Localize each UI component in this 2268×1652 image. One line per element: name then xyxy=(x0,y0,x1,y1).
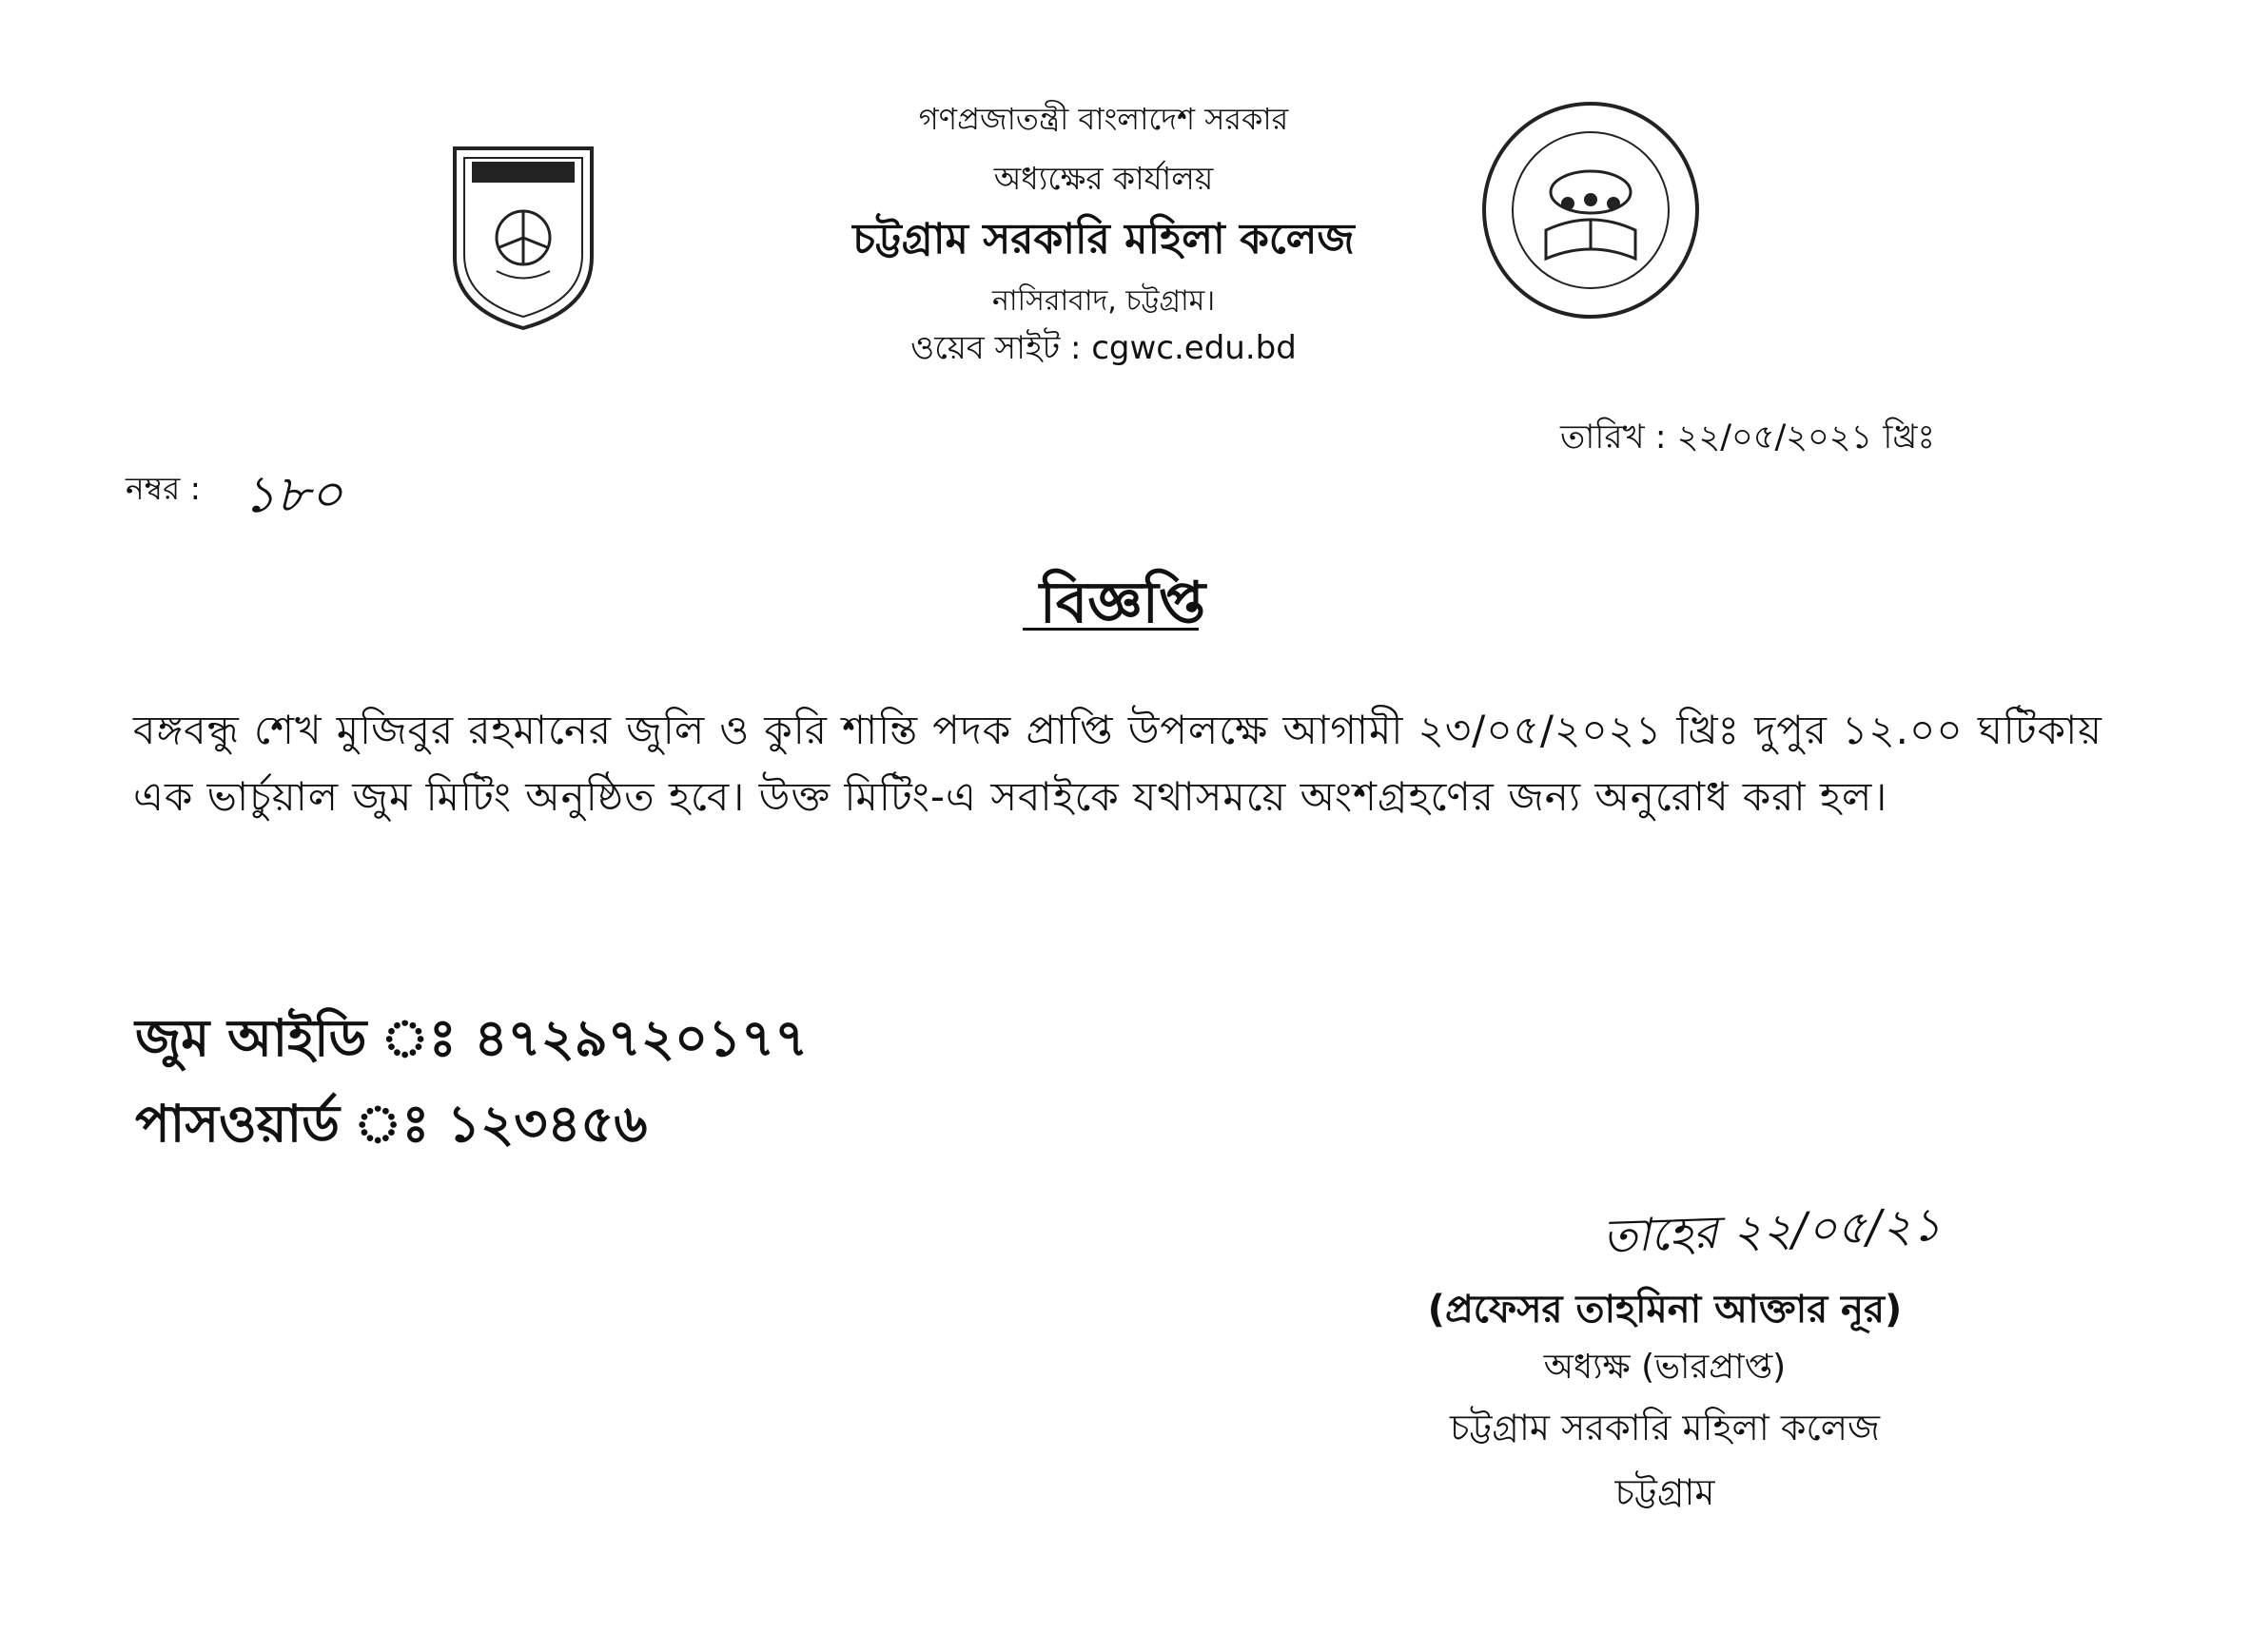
website-line: ওয়েব সাইট : cgwc.edu.bd xyxy=(910,329,1297,367)
college-name: চট্টগ্রাম সরকারি মহিলা কলেজ xyxy=(852,215,1355,263)
notice-date: তারিখ : ২২/০৫/২০২১ খ্রিঃ xyxy=(1560,418,1936,457)
zoom-password: পাসওয়ার্ড ঃ ১২৩৪৫৬ xyxy=(135,1094,648,1154)
signatory-college: চট্টগ্রাম সরকারি মহিলা কলেজ xyxy=(1449,1407,1881,1448)
office-name: অধ্যক্ষের কার্যালয় xyxy=(993,160,1214,197)
handwritten-signature: তাহের ২২/০৫/২১ xyxy=(1602,1197,1943,1264)
memo-number-label: নম্বর : xyxy=(126,470,201,507)
notice-title: বিজ্ঞপ্তি xyxy=(1039,570,1206,636)
notice-body: বঙ্গবন্ধু শেখ মুজিবুর রহমানের জুলি ও কুরি শান্তি পদক প্রাপ্তি উপলক্ষে আগামী ২৩/০৫/২০২১ খ্রিঃ দুপুর ১২.০০ ঘটিকায় এক ভার্চুয়াল জুম মিটিং অনুষ্ঠিত হবে। উক্ত মিটিং-এ সবাইকে যথাসময়ে অংশগ্রহণের জন্য অনুরোধ করা হল। xyxy=(133,707,2102,820)
education-seal-icon xyxy=(1477,97,1704,323)
signatory-designation: অধ্যক্ষ (ভারপ্রাপ্ত) xyxy=(1543,1348,1787,1387)
memo-number-value: ১৮০ xyxy=(243,464,343,524)
college-address: নাসিরাবাদ, চট্টগ্রাম। xyxy=(991,284,1216,318)
signatory-city: চট্টগ্রাম xyxy=(1614,1471,1715,1513)
zoom-id: জুম আইডি ঃ ৪৭২৯৭২০১৭৭ xyxy=(135,1008,809,1068)
title-underline xyxy=(1023,628,1199,631)
signatory-name: (প্রফেসর তাহমিনা আক্তার নূর) xyxy=(1427,1288,1903,1331)
college-crest-icon xyxy=(447,143,599,333)
government-name: গণপ্রজাতন্ত্রী বাংলাদেশ সরকার xyxy=(918,101,1289,137)
